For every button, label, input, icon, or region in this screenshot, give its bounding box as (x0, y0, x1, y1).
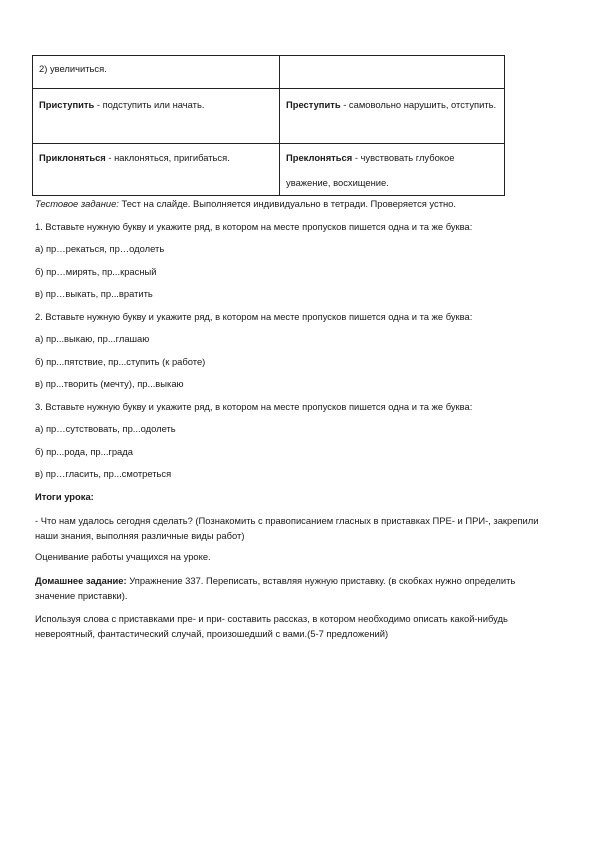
homework-label: Домашнее задание: (35, 575, 127, 586)
term: Преклоняться (286, 152, 353, 163)
table-cell (33, 89, 280, 144)
definition: - наклоняться, пригибаться. (105, 152, 230, 163)
evaluation-text: Оценивание работы учащихся на уроке. (35, 551, 211, 562)
question-option: а) пр…рекаться, пр…одолеть (35, 243, 165, 254)
table-cell (280, 89, 505, 144)
table-row (33, 89, 505, 144)
definition: - подступить или начать. (94, 99, 205, 110)
homework-extra: Используя слова с приставками пре- и при- составить рассказ, в котором необходимо описать какой-нибудь невероятный, фантастический случай, произошедший с вами.(5-7 предложений) (35, 613, 508, 639)
homework-paragraph (35, 573, 545, 603)
question-option: б) пр...пятствие, пр...ступить (к работе) (35, 356, 206, 367)
definition: 2) увеличиться. (39, 63, 107, 74)
question-prompt: 3. Вставьте нужную букву и укажите ряд, в котором на месте пропусков пишется одна и та же буква: (35, 401, 473, 412)
table-row (33, 56, 505, 89)
table-cell (280, 144, 505, 196)
terms-table (32, 55, 505, 196)
question-option: в) пр…гласить, пр...смотреться (35, 468, 172, 479)
term: Преступить (286, 99, 341, 110)
test-task-text: Тест на слайде. Выполняется индивидуально в тетради. Проверяется устно. (118, 198, 456, 209)
table-cell (33, 144, 280, 196)
definition: - самовольно нарушить, отступить. (340, 99, 497, 110)
question-option: в) пр…выкать, пр...вратить (35, 288, 153, 299)
question-option: б) пр...рода, пр...града (35, 446, 133, 457)
homework-text: Упражнение 337. Переписать, вставляя нужную приставку. (в скобках нужно определить значение приставки). (35, 575, 516, 601)
summary-heading-text: Итоги урока: (35, 491, 94, 502)
term: Приступить (39, 99, 95, 110)
test-task-line (35, 198, 456, 209)
table-cell (33, 56, 280, 89)
definition: - чувствовать глубокое уважение, восхищение. (286, 152, 455, 188)
question-option: б) пр…мирять, пр...красный (35, 266, 157, 277)
question-prompt: 2. Вставьте нужную букву и укажите ряд, в котором на месте пропусков пишется одна и та же буква: (35, 311, 473, 322)
table-cell (280, 56, 505, 89)
term: Приклоняться (39, 152, 106, 163)
test-task-label: Тестовое задание: (35, 198, 119, 209)
question-option: в) пр...творить (мечту), пр...выкаю (35, 378, 184, 389)
question-option: а) пр...выкаю, пр...глашаю (35, 333, 150, 344)
summary-text: - Что нам удалось сегодня сделать? (Познакомить с правописанием гласных в приставках ПРЕ- и ПРИ-, закрепили наши знания, выполняя различные виды работ) (35, 515, 539, 541)
question-prompt: 1. Вставьте нужную букву и укажите ряд, в котором на месте пропусков пишется одна и та же буква: (35, 221, 473, 232)
question-option: а) пр…сутствовать, пр...одолеть (35, 423, 176, 434)
summary-heading (35, 491, 94, 502)
table-row (33, 144, 505, 196)
